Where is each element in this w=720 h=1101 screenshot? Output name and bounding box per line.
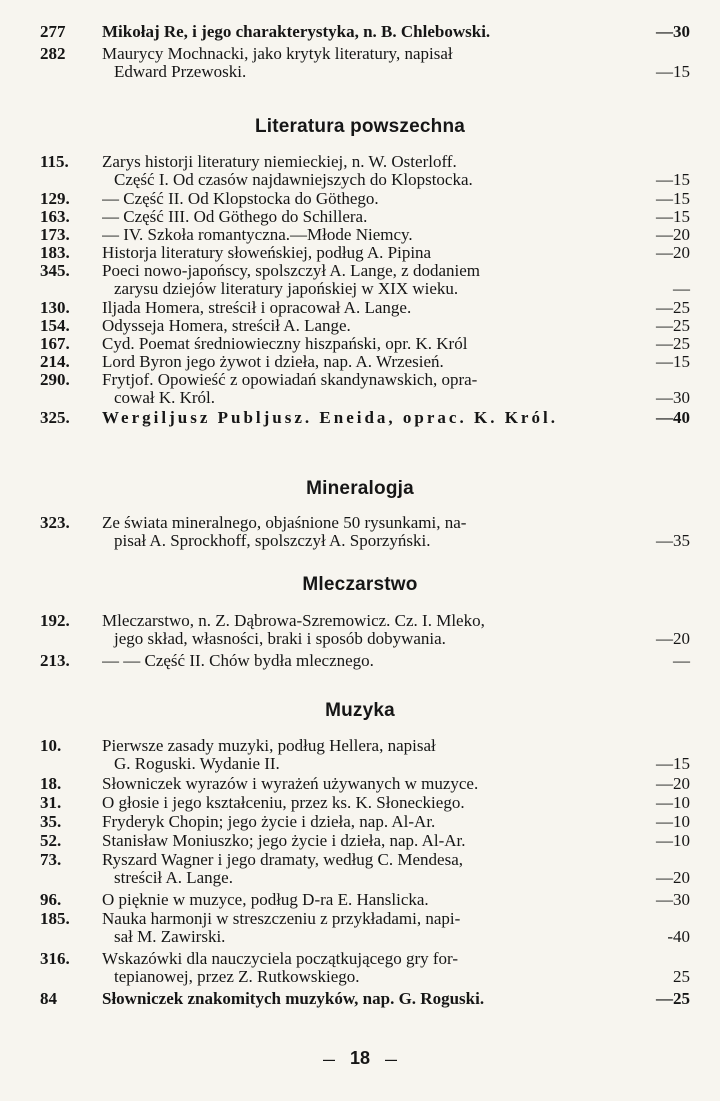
entry-price: —25 [656,989,690,1008]
entry-text: pisał A. Sprockhoff, spolszczył A. Sporzyński. [114,532,431,550]
entry-text: Słowniczek wyrazów i wyrażeń używanych w muzyce. [102,775,479,793]
entry-text: Fryderyk Chopin; jego życie i dzieła, nap. Al-Ar. [102,813,436,831]
section-heading: Muzyka [325,700,395,721]
entry-number: 163. [40,207,70,226]
entry-text: jego skład, własności, braki i sposób dobywania. [114,630,446,648]
entry-text: Część I. Od czasów najdawniejszych do Klopstocka. [114,171,473,189]
entry-price: —20 [656,243,690,262]
entry-number: 213. [40,651,70,670]
entry-number: 115. [40,152,69,171]
entry-number: 316. [40,949,70,968]
entry-price: -40 [667,927,690,946]
entry-price: — [673,651,690,670]
entry-price: —15 [656,207,690,226]
entry-text: Stanisław Moniuszko; jego życie i dzieła, nap. Al-Ar. [102,832,466,850]
entry-number: 345. [40,261,70,280]
list-item [40,851,690,887]
list-item [40,950,690,986]
entry-text: Ryszard Wagner i jego dramaty, według C. Mendesa, [102,851,463,869]
entry-number: 185. [40,909,70,928]
entry-number: 282 [40,44,66,63]
section-heading: Mineralogja [306,478,414,499]
list-item [40,737,690,773]
list-item [40,153,690,189]
entry-text: cował K. Król. [114,389,216,407]
section-heading: Mleczarstwo [302,574,418,595]
entry-number: 96. [40,890,62,909]
entry-text: Edward Przewoski. [114,63,247,81]
entry-number: 167. [40,334,70,353]
entry-number: 277 [40,22,66,41]
entry-text: Iljada Homera, streścił i opracował A. Lange. [102,299,412,317]
entry-text: — Część III. Od Göthego do Schillera. [102,208,368,226]
entry-number: 130. [40,298,70,317]
entry-text: Mleczarstwo, n. Z. Dąbrowa-Szremowicz. Cz. I. Mleko, [102,612,485,630]
entry-number: 325. [40,408,70,427]
entry-text: tepianowej, przez Z. Rutkowskiego. [114,968,360,986]
entry-number: 192. [40,611,70,630]
entry-text: Słowniczek znakomitych muzyków, nap. G. Roguski. [102,990,485,1008]
entry-price: —15 [656,62,690,81]
entry-price: —10 [656,793,690,812]
list-item [40,262,690,298]
entry-text: Zarys historji literatury niemieckiej, n. W. Osterloff. [102,153,457,171]
entry-number: 129. [40,189,70,208]
entry-price: —10 [656,831,690,850]
entry-price: —30 [656,388,690,407]
entry-text: G. Roguski. Wydanie II. [114,755,280,773]
entry-price: —30 [656,22,690,41]
entry-price: —20 [656,629,690,648]
entry-text: Odysseja Homera, streścił A. Lange. [102,317,351,335]
entry-price: —25 [656,334,690,353]
entry-price: —25 [656,298,690,317]
footer-dash-left: — [322,1052,335,1067]
entry-text: Nauka harmonji w streszczeniu z przykładami, napi- [102,910,461,928]
entry-number: 35. [40,812,62,831]
entry-text: — Część II. Od Klopstocka do Göthego. [102,190,379,208]
entry-text: streścił A. Lange. [114,869,233,887]
entry-text: Pierwsze zasady muzyki, podług Hellera, napisał [102,737,436,755]
entry-text: sał M. Zawirski. [114,928,226,946]
entry-number: 18. [40,774,62,793]
entry-price: —15 [656,352,690,371]
entry-number: 173. [40,225,70,244]
entry-price: 25 [673,967,690,986]
list-item [40,612,690,648]
entry-text: Lord Byron jego żywot i dzieła, nap. A. Wrzesień. [102,353,444,371]
entry-price: —40 [656,408,690,427]
entry-price: —20 [656,774,690,793]
entry-number: 10. [40,736,62,755]
entry-number: 214. [40,352,70,371]
entry-price: —10 [656,812,690,831]
list-item [40,45,690,81]
entry-price: —25 [656,316,690,335]
entry-number: 52. [40,831,62,850]
footer-dash-right: — [385,1052,398,1067]
entry-text: — IV. Szkoła romantyczna.—Młode Niemcy. [102,226,413,244]
entry-number: 183. [40,243,70,262]
page-footer [0,1048,720,1069]
section-heading: Literatura powszechna [254,116,466,137]
entry-number: 323. [40,513,70,532]
entry-text: Mikołaj Re, i jego charakterystyka, n. B. Chlebowski. [102,23,491,41]
entry-price: —20 [656,868,690,887]
entry-text: Historja literatury słoweńskiej, podług A. Pipina [102,244,432,262]
entry-text: Poeci nowo-japońscy, spolszczył A. Lange, z dodaniem [102,262,480,280]
entry-text: zarysu dziejów literatury japońskiej w XIX wieku. [114,280,459,298]
entry-price: —15 [656,754,690,773]
entry-number: 154. [40,316,70,335]
list-item [40,910,690,946]
page-number: 18 [349,1048,371,1068]
entry-text: O głosie i jego kształceniu, przez ks. K. Słoneckiego. [102,794,465,812]
entry-text: — — Część II. Chów bydła mlecznego. [102,652,374,670]
entry-price: —15 [656,170,690,189]
entry-text: O pięknie w muzyce, podług D-ra E. Hanslicka. [102,891,429,909]
list-item [40,371,690,407]
entry-price: —30 [656,890,690,909]
entry-text: Wskazówki dla nauczyciela początkującego gry for- [102,950,459,968]
list-item [40,514,690,550]
entry-price: —35 [656,531,690,550]
entry-number: 73. [40,850,62,869]
entry-text: Cyd. Poemat średniowieczny hiszpański, opr. K. Król [102,335,468,353]
entry-number: 84 [40,989,57,1008]
entry-price: —15 [656,189,690,208]
list-item [40,23,690,41]
entry-text: Wergiljusz Publjusz. Eneida, oprac. K. Król. [102,409,558,427]
entry-text: Frytjof. Opowieść z opowiadań skandynawskich, opra- [102,371,478,389]
entry-price: —20 [656,225,690,244]
entry-text: Ze świata mineralnego, objaśnione 50 rysunkami, na- [102,514,467,532]
entry-number: 290. [40,370,70,389]
entry-price: — [673,279,690,298]
entry-number: 31. [40,793,62,812]
entry-text: Maurycy Mochnacki, jako krytyk literatury, napisał [102,45,453,63]
